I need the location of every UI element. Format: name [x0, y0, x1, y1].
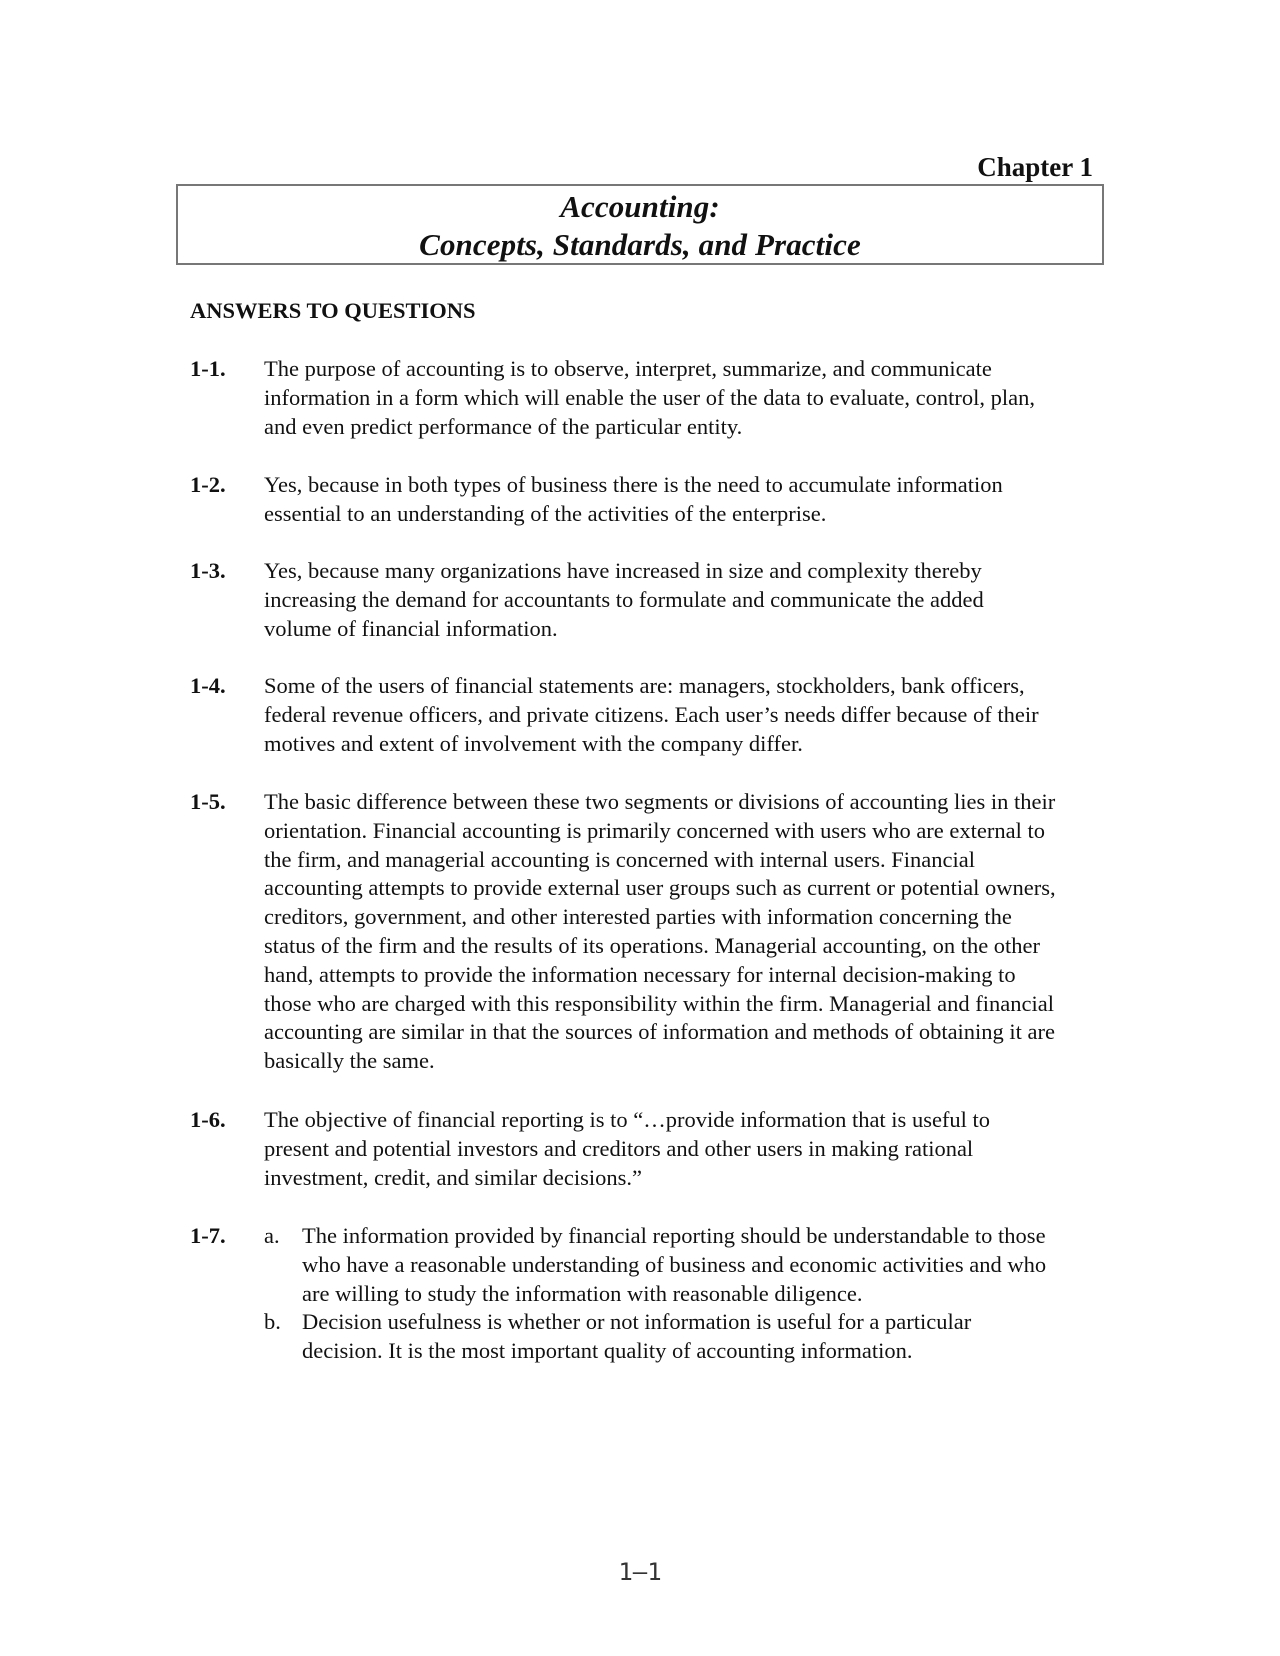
answer-1-5: [190, 788, 1062, 1076]
answer-1-3: [190, 557, 1040, 643]
answer-text: The purpose of accounting is to observe, interpret, summarize, and communicate information in a form which will enable the user of the data to evaluate, control, plan, and even predict performance of the particular entity.: [264, 356, 1035, 439]
answer-1-4: [190, 672, 1040, 758]
part-text: Decision usefulness is whether or not information is useful for a particular decision. It is the most important quality of accounting information.: [302, 1309, 972, 1364]
answer-number: 1-5.: [190, 789, 226, 814]
answer-number: 1-6.: [190, 1107, 226, 1132]
answer-number: 1-7.: [190, 1223, 226, 1248]
chapter-title-box: [176, 184, 1104, 265]
chapter-label: Chapter 1: [977, 152, 1093, 182]
answer-1-2: [190, 471, 1060, 529]
answer-text: Some of the users of financial statements are: managers, stockholders, bank officers, federal revenue officers, and private citizens. Each user’s needs differ because of their motives and extent of involvement with the company differ.: [264, 673, 1039, 756]
answer-1-6: [190, 1106, 1050, 1192]
answer-number: 1-4.: [190, 673, 226, 698]
part-letter: a.: [264, 1223, 280, 1248]
part-letter: b.: [264, 1309, 281, 1335]
answer-number: 1-2.: [190, 472, 226, 497]
part-text: The information provided by financial reporting should be understandable to those who have a reasonable understanding of business and economic activities and who are willing to study the information with reasonable diligence.: [302, 1223, 1047, 1306]
answer-number: 1-1.: [190, 356, 226, 381]
page-number: 1–1: [618, 1558, 662, 1586]
answer-number: 1-3.: [190, 558, 226, 583]
answer-text: The basic difference between these two segments or divisions of accounting lies in their orientation. Financial accounting is primarily concerned with users who are external to the firm, and managerial accounting is concerned with internal users. Financial accounting attempts to provide external user groups such as current or potential owners, creditors, government, and other interested parties with information concerning the status of the firm and the results of its operations. Managerial accounting, on the other hand, attempts to provide the information necessary for internal decision-making to those who are charged with this responsibility within the firm. Managerial and financial accounting are similar in that the sources of information and methods of obtaining it are basically the same.: [264, 789, 1056, 1074]
chapter-title-line-2: Concepts, Standards, and Practice: [419, 227, 861, 262]
answer-1-1: [190, 355, 1040, 441]
section-heading: ANSWERS TO QUESTIONS: [190, 298, 476, 323]
answer-text: Yes, because in both types of business there is the need to accumulate information essential to an understanding of the activities of the enterprise.: [264, 472, 1003, 526]
answer-part-b: [264, 1308, 1050, 1366]
chapter-title-line-1: Accounting:: [560, 189, 720, 224]
answer-part-a: [264, 1222, 1050, 1308]
answer-1-7: [190, 1222, 1050, 1366]
answer-text: Yes, because many organizations have increased in size and complexity thereby increasing the demand for accountants to formulate and communicate the added volume of financial information.: [264, 558, 984, 641]
answer-text: The objective of financial reporting is to “…provide information that is useful to present and potential investors and creditors and other users in making rational investment, credit, and similar decisions.”: [264, 1107, 991, 1190]
